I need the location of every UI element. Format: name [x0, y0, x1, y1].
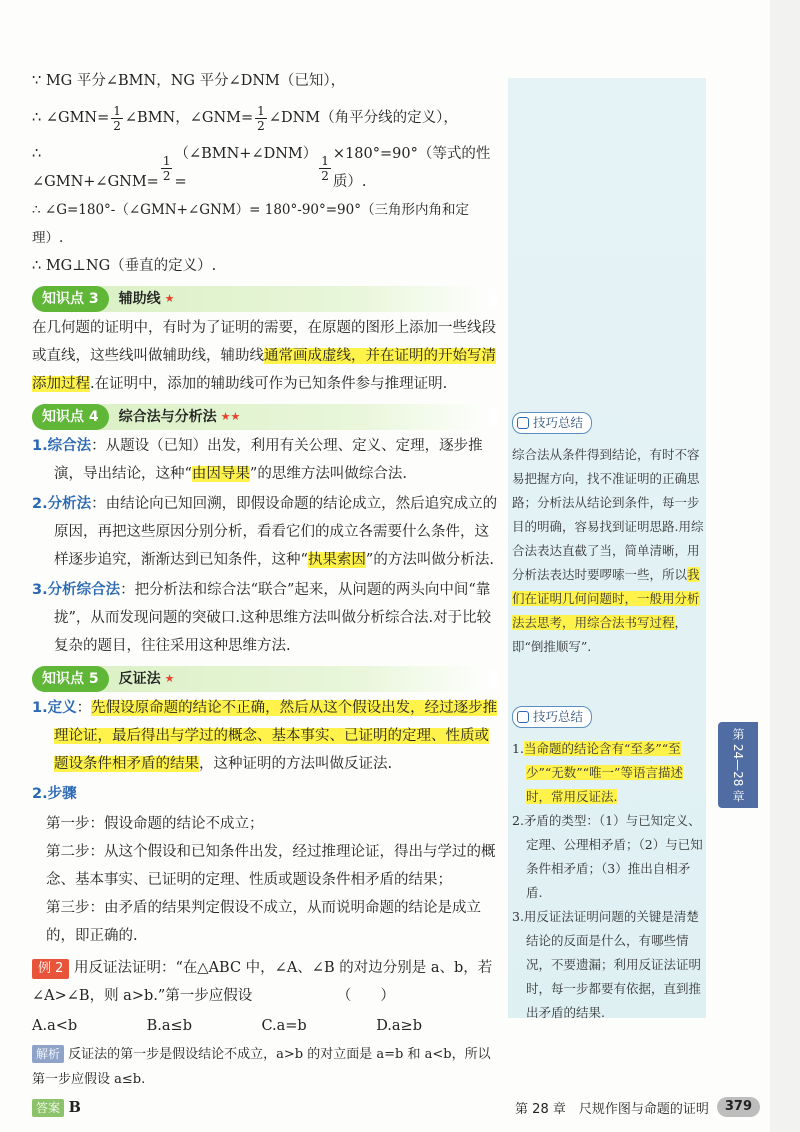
example-tag: 例 2 — [32, 959, 69, 979]
proof-text: ∠BMN，∠GNM= — [124, 110, 254, 126]
answer-bracket: （ ） — [336, 988, 395, 1004]
kp5-tag: 知识点 5 — [32, 666, 109, 692]
example-analysis: 解析 反证法的第一步是假设结论不成立，a>b 的对立面是 a=b 和 a<b，所以第一步应假设 a≤b. — [32, 1047, 491, 1087]
tip-2-item-3: 3.用反证法证明问题的关键是清楚结论的反面是什么，有哪些情况，不要遗漏；利用反证法证明时，每一步都要有依据，直到推出矛盾的结果. — [512, 909, 702, 1020]
tip-2-text — [512, 737, 704, 1025]
proof-line-4 — [32, 196, 498, 252]
kp3-header — [32, 286, 498, 312]
kp5-steps-title: 2.步骤 — [32, 786, 77, 802]
example-options — [32, 1012, 422, 1040]
page-footer — [478, 1094, 760, 1120]
star-icon: ★★ — [220, 410, 241, 423]
page-edge — [770, 0, 800, 1132]
step-2: 第二步：从这个假设和已知条件出发，经过推理论证，得出与学过的概念、基本事实、已证明的定理、性质或题设条件相矛盾的结果； — [46, 844, 496, 888]
example-question: 例 2 用反证法证明：“在△ABC 中，∠A、∠B 的对边分别是 a、b，若∠A>∠B，则 a>b.”第一步应假设 （ ） — [32, 960, 493, 1004]
fraction-half: $\frac{1}{2}$ — [162, 153, 171, 183]
highlight: 先假设原命题的结论不正确，然后从这个假设出发，经过逐步推理论证，最后得出与学过的概念、基本事实、已证明的定理、性质或题设条件相矛盾的结果 — [54, 700, 498, 772]
answer-tag: 答案 — [32, 1099, 64, 1117]
highlight: 通常画成虚线，并在证明的开始写清添加过程 — [32, 348, 496, 392]
kp3-paragraph: 在几何题的证明中，有时为了证明的需要，在原题的图形上添加一些线段或直线，这些线叫做辅助线，辅助线通常画成虚线，并在证明的开始写清添加过程.在证明中，添加的辅助线可作为已知条件参与推理证明. — [32, 320, 496, 392]
proof-text: （∠BMN+∠DNM）= — [174, 146, 318, 190]
proof-text: ∠DNM（角平分线的定义）， — [268, 110, 458, 126]
fraction-half: $\frac{1}{2}$ — [321, 153, 329, 183]
option-b: B.a≤b — [146, 1018, 192, 1034]
step-1: 第一步：假设命题的结论不成立； — [46, 816, 264, 832]
option-a: A.a<b — [32, 1018, 78, 1034]
page-number: 379 — [717, 1097, 760, 1117]
chapter-tab: 第 24—28 章 — [718, 722, 758, 808]
proof-line-2 — [32, 96, 498, 140]
kp3-title: 辅助线 — [118, 291, 161, 307]
tip-2-item-2: 2.矛盾的类型：（1）与已知定义、定理、公理相矛盾；（2）与已知条件相矛盾；（3）推出自相矛盾. — [512, 813, 703, 900]
proof-line-3 — [32, 140, 498, 196]
kp5-header — [32, 666, 498, 692]
main-column — [32, 66, 498, 1124]
proof-line-5 — [32, 252, 498, 280]
footer-chapter: 第 28 章 尺规作图与命题的证明 — [515, 1101, 709, 1117]
proof-text: ×180°=90°（等式的性质）. — [332, 146, 491, 190]
proof-text: ∵ MG 平分∠BMN，NG 平分∠DNM（已知）， — [32, 73, 346, 89]
kp4-item-3: 3.分析综合法：把分析法和综合法“联合”起来，从问题的两头向中间“靠拢”，从而发现问题的突破口.这种思维方法叫做分析综合法.对于比较复杂的题目，往往采用这种思维方法. — [32, 582, 492, 654]
option-c: C.a=b — [261, 1018, 307, 1034]
kp4-title: 综合法与分析法 — [118, 409, 217, 425]
proof-text: ∴ ∠GMN= — [32, 110, 110, 126]
proof-text: ∴ ∠G=180°-（∠GMN+∠GNM）= 180°-90°=90°（三角形内角和定理）. — [32, 202, 469, 246]
highlight: 我们在证明几何问题时，一般用分析法去思考，用综合法书写过程 — [512, 567, 700, 630]
tip-header: 技巧总结 — [512, 706, 592, 728]
tip-box-1 — [512, 412, 704, 659]
highlight: 由因导果 — [191, 466, 250, 482]
option-d: D.a≥b — [376, 1018, 422, 1034]
highlight: 执果索因 — [307, 552, 366, 568]
star-icon: ★ — [164, 672, 175, 685]
tip-1-text: 综合法从条件得到结论，有时不容易把握方向，找不准证明的正确思路；分析法从结论到条件，每一步目的明确，容易找到证明思路.用综合法表达直截了当，简单清晰，用分析法表达时要啰嗦一些，所以我们在证明几何问题时，一般用分析法去思考，用综合法书写过程，即“倒推顺写”. — [512, 447, 704, 654]
tip-header: 技巧总结 — [512, 412, 592, 434]
fraction-half: $\frac{1}{2}$ — [257, 103, 265, 133]
step-3: 第三步：由矛盾的结果判定假设不成立，从而说明命题的结论是成立的，即正确的. — [46, 900, 481, 944]
tip-icon — [517, 417, 529, 429]
fraction-half: $\frac{1}{2}$ — [113, 103, 121, 133]
highlight: 当命题的结论含有“至多”“至少”“无数”“唯一”等语言描述时，常用反证法. — [523, 741, 683, 804]
kp4-header — [32, 404, 498, 430]
proof-line-1 — [32, 66, 498, 96]
kp4-tag: 知识点 4 — [32, 404, 109, 430]
proof-text: ∴ MG⊥NG（垂直的定义）. — [32, 258, 217, 274]
kp5-definition: 1.定义：先假设原命题的结论不正确，然后从这个假设出发，经过逐步推理论证，最后得出与学过的概念、基本事实、已证明的定理、性质或题设条件相矛盾的结果，这种证明的方法叫做反证法. — [32, 700, 498, 772]
kp3-tag: 知识点 3 — [32, 286, 109, 312]
kp5-title: 反证法 — [118, 671, 161, 687]
star-icon: ★ — [164, 292, 175, 305]
proof-text: ∴ ∠GMN+∠GNM= — [32, 146, 159, 190]
kp4-item-2: 2.分析法：由结论向已知回溯，即假设命题的结论成立，然后追究成立的原因，再把这些原因分别分析，看看它们的成立各需要什么条件，这样逐步追究，渐渐达到已知条件，这种“执果索因”的方法叫做分析法. — [32, 496, 498, 568]
analysis-tag: 解析 — [32, 1045, 64, 1063]
tip-box-2 — [512, 706, 704, 1025]
tip-2-item-1: 1.当命题的结论含有“至多”“至少”“无数”“唯一”等语言描述时，常用反证法. — [512, 741, 683, 804]
tip-icon — [517, 711, 529, 723]
kp4-item-1: 1.综合法：从题设（已知）出发，利用有关公理、定义、定理，逐步推演，导出结论，这种“由因导果”的思维方法叫做综合法. — [32, 438, 483, 482]
example-answer: 答案 B — [32, 1094, 498, 1122]
